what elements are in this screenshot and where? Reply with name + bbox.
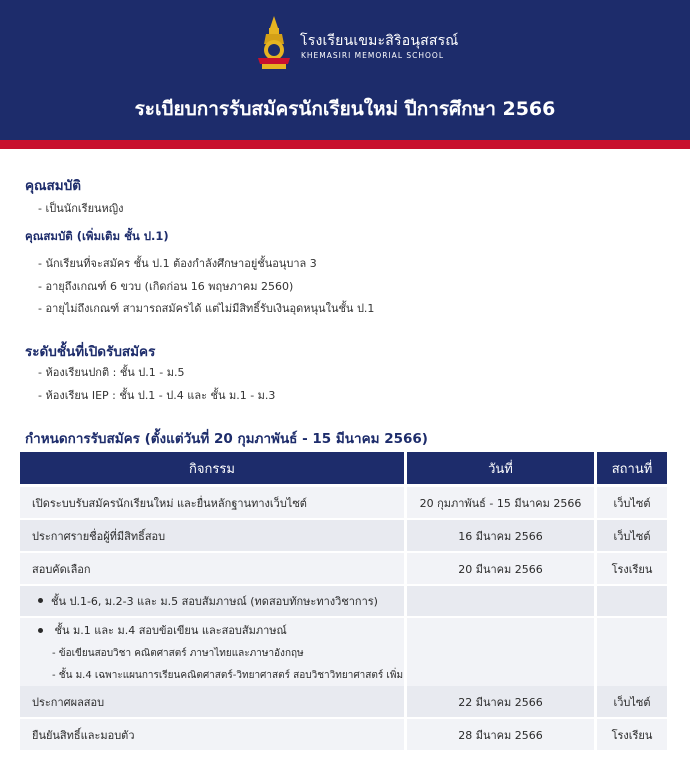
- table-header-activity: กิจกรรม: [20, 452, 404, 484]
- qualification-item: - เป็นนักเรียนหญิง: [38, 202, 124, 215]
- levels-title: ระดับชั้นที่เปิดรับสมัคร: [25, 344, 156, 360]
- table-cell-date: 20 มีนาคม 2566: [407, 553, 594, 584]
- page-title: ระเบียบการรับสมัครนักเรียนใหม่ ปีการศึกษา 2566: [134, 98, 556, 120]
- table-cell-place-empty: [597, 618, 667, 686]
- exam-detail-subitem: - ข้อเขียนสอบวิชา คณิตศาสตร์ ภาษาไทยและภาษาอังกฤษ: [52, 648, 304, 659]
- school-name-th: โรงเรียนเขมะสิริอนุสสรณ์: [300, 33, 459, 49]
- qualification-p1-item: - อายุไม่ถึงเกณฑ์ สามารถสมัครได้ แต่ไม่มีสิทธิ์รับเงินอุดหนุนในชั้น ป.1: [38, 302, 375, 315]
- table-cell-date: 20 กุมภาพันธ์ - 15 มีนาคม 2566: [407, 487, 594, 518]
- table-header-date: วันที่: [407, 452, 594, 484]
- table-cell-date: 22 มีนาคม 2566: [407, 686, 594, 717]
- table-cell-activity: ประกาศผลสอบ: [20, 686, 404, 717]
- table-cell-date-empty: [407, 586, 594, 616]
- qualifications-p1-title: คุณสมบัติ (เพิ่มเติม ชั้น ป.1): [25, 229, 169, 243]
- table-cell-activity: ยืนยันสิทธิ์และมอบตัว: [20, 719, 404, 750]
- table-cell-activity: สอบคัดเลือก: [20, 553, 404, 584]
- table-cell-date: 28 มีนาคม 2566: [407, 719, 594, 750]
- table-cell-place: เว็บไซต์: [597, 520, 667, 551]
- qualifications-title: คุณสมบัติ: [25, 178, 82, 194]
- header-accent-bar: [0, 140, 690, 149]
- bullet-icon: [38, 628, 43, 633]
- exam-detail-text: ชั้น ม.1 และ ม.4 สอบข้อเขียน และสอบสัมภาษณ์: [54, 624, 287, 637]
- exam-detail-text: ชั้น ป.1-6, ม.2-3 และ ม.5 สอบสัมภาษณ์ (ทดสอบทักษะทางวิชาการ): [51, 595, 378, 608]
- table-cell-date: 16 มีนาคม 2566: [407, 520, 594, 551]
- qualification-p1-item: - นักเรียนที่จะสมัคร ชั้น ป.1 ต้องกำลังศึกษาอยู่ชั้นอนุบาล 3: [38, 257, 317, 270]
- exam-detail-subitem: - ชั้น ม.4 เฉพาะแผนการเรียนคณิตศาสตร์-วิทยาศาสตร์ สอบวิชาวิทยาศาสตร์ เพิ่ม: [52, 670, 404, 681]
- school-name-en: KHEMASIRI MEMORIAL SCHOOL: [301, 51, 445, 60]
- level-item: - ห้องเรียน IEP : ชั้น ป.1 - ป.4 และ ชั้น ม.1 - ม.3: [38, 389, 276, 402]
- level-item: - ห้องเรียนปกติ : ชั้น ป.1 - ม.5: [38, 366, 185, 379]
- table-cell-place: เว็บไซต์: [597, 487, 667, 518]
- school-emblem-icon: [254, 14, 294, 72]
- table-cell-place-empty: [597, 586, 667, 616]
- table-cell-place: โรงเรียน: [597, 719, 667, 750]
- table-cell-place: โรงเรียน: [597, 553, 667, 584]
- table-cell-exam-detail: [20, 586, 404, 616]
- schedule-title: กำหนดการรับสมัคร (ตั้งแต่วันที่ 20 กุมภาพันธ์ - 15 มีนาคม 2566): [25, 431, 428, 447]
- table-cell-date-empty: [407, 618, 594, 686]
- qualification-p1-item: - อายุถึงเกณฑ์ 6 ขวบ (เกิดก่อน 16 พฤษภาคม 2560): [38, 280, 294, 293]
- table-cell-exam-detail: [20, 618, 404, 686]
- table-cell-place: เว็บไซต์: [597, 686, 667, 717]
- table-cell-activity: เปิดระบบรับสมัครนักเรียนใหม่ และยื่นหลักฐานทางเว็บไซต์: [20, 487, 404, 518]
- table-cell-activity: ประกาศรายชื่อผู้ที่มีสิทธิ์สอบ: [20, 520, 404, 551]
- table-header-place: สถานที่: [597, 452, 667, 484]
- bullet-icon: [38, 598, 43, 603]
